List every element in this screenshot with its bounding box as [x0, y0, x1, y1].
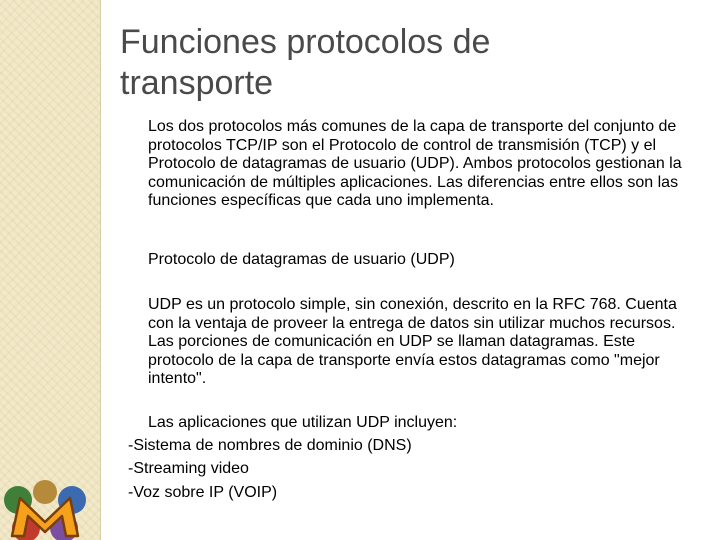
sidebar-divider: [100, 0, 101, 540]
logo-m-emblem: [0, 470, 90, 540]
list-intro: Las aplicaciones que utilizan UDP incluyen:: [148, 414, 458, 431]
decorative-sidebar: [0, 0, 100, 540]
slide-title: [120, 22, 700, 104]
list-item: -Sistema de nombres de dominio (DNS): [128, 437, 412, 455]
title-line-1: Funciones protocolos de: [120, 23, 491, 61]
list-item: -Voz sobre IP (VOIP): [128, 483, 278, 501]
udp-heading: Protocolo de datagramas de usuario (UDP): [148, 251, 455, 268]
list-item: -Streaming video: [128, 460, 249, 478]
udp-applications-list: [128, 411, 688, 504]
udp-description: UDP es un protocolo simple, sin conexión, descrito en la RFC 768. Cuenta con la ventaja de proveer la entrega de datos sin utilizar muchos recursos. Las porciones de comunicación en UDP se llaman datagramas. Este protocolo de la capa de transporte envía estos datagramas como "mejor intento".: [148, 296, 677, 388]
intro-paragraph: Los dos protocolos más comunes de la capa de transporte del conjunto de protocolos TCP/IP son el Protocolo de control de transmisión (TCP) y el Protocolo de datagramas de usuario (UDP). Ambos protocolos gestionan la comunicación de múltiples aplicaciones. Las diferencias entre ellos son las funciones específicas que cada uno implementa.: [148, 118, 682, 210]
title-line-2: transporte: [120, 63, 274, 102]
